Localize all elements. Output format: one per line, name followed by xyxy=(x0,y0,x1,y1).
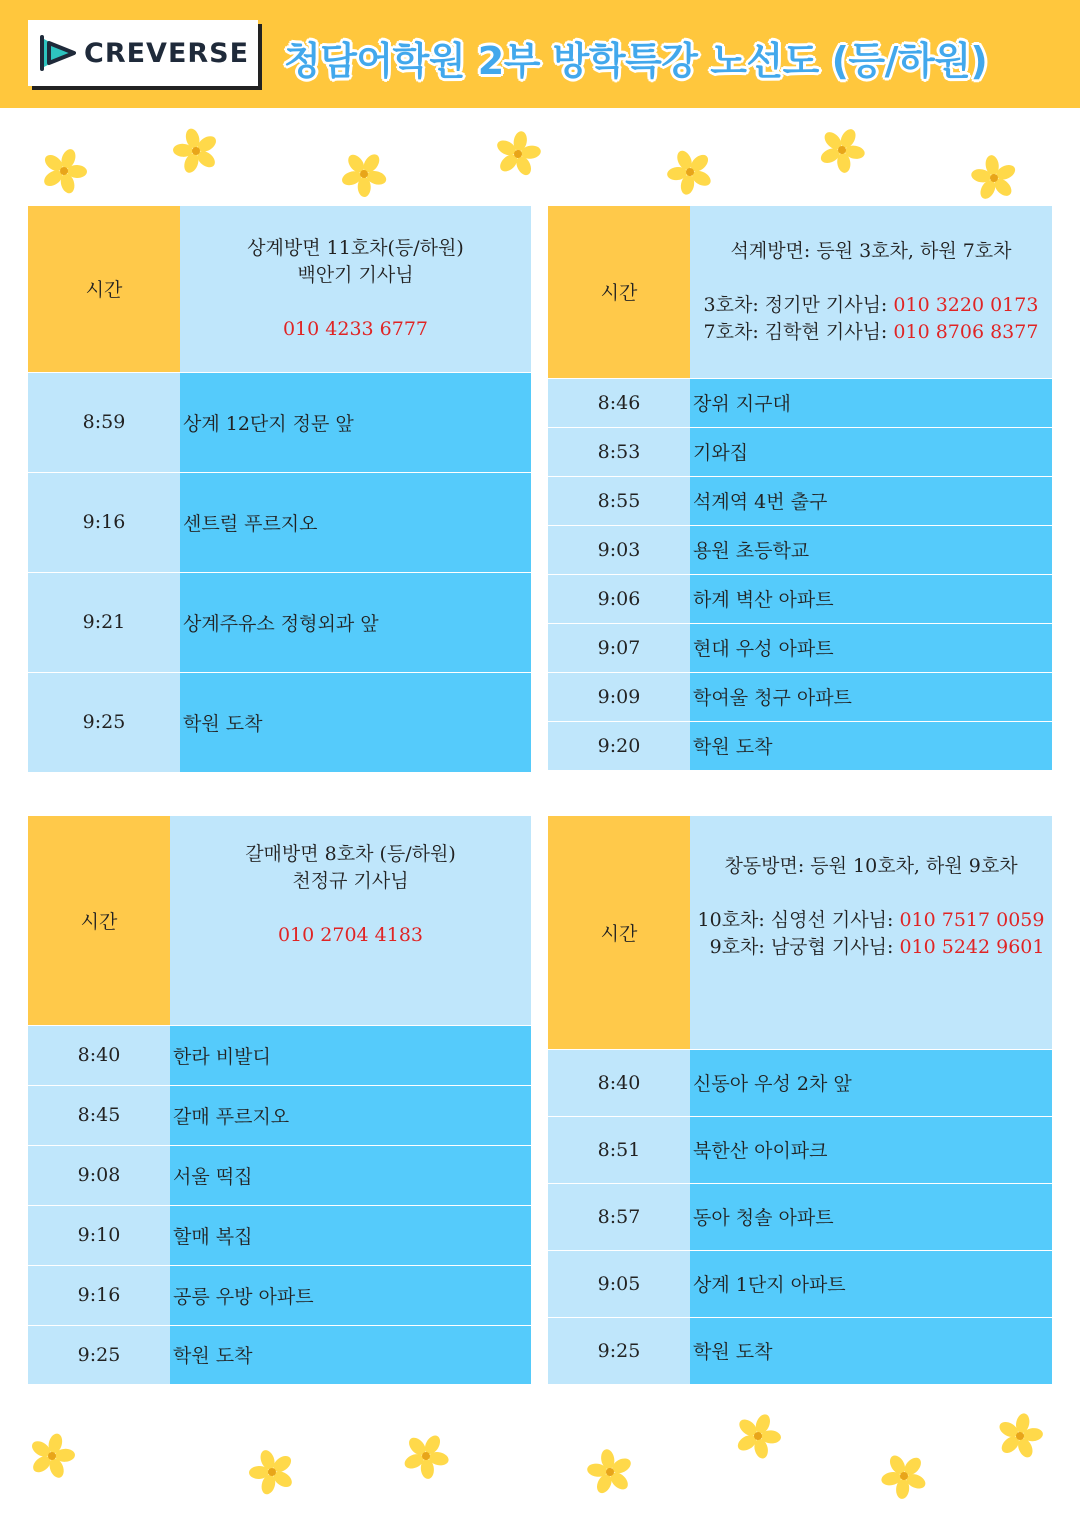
stop-time: 9:06 xyxy=(548,574,690,623)
stop-name: 갈매 푸르지오 xyxy=(170,1085,531,1145)
driver-phone: 010 3220 0173 xyxy=(893,293,1039,316)
stop-name: 학원 도착 xyxy=(690,1317,1052,1384)
stop-name: 한라 비발디 xyxy=(170,1025,531,1085)
flower-icon xyxy=(580,1442,640,1502)
logo-text: CREVERSE xyxy=(84,37,250,69)
stop-time: 9:10 xyxy=(28,1205,170,1265)
route-table-seokgye xyxy=(548,206,1052,771)
stop-time: 9:20 xyxy=(548,721,690,770)
stop-name: 학원 도착 xyxy=(180,672,531,772)
table-row xyxy=(28,372,531,472)
driver-name: 백안기 기사님 xyxy=(297,263,414,286)
driver-label: 3호차: 정기만 기사님: xyxy=(703,293,888,316)
table-row xyxy=(548,574,1052,623)
driver-phone: 010 7517 0059 xyxy=(899,909,1045,932)
table-row xyxy=(548,525,1052,574)
driver-label: 10호차: 심영선 기사님: xyxy=(697,909,894,932)
stop-time: 8:55 xyxy=(548,476,690,525)
driver-phone: 010 5242 9601 xyxy=(899,936,1045,959)
route-name: 상계방면 11호차(등/하원) xyxy=(247,236,464,259)
stop-name: 신동아 우성 2차 앞 xyxy=(690,1049,1052,1116)
table-row xyxy=(28,1145,531,1205)
stop-time: 8:46 xyxy=(548,378,690,427)
stop-name: 상계주유소 정형외과 앞 xyxy=(180,572,531,672)
time-header: 시간 xyxy=(28,816,170,1025)
table-row xyxy=(28,572,531,672)
stop-time: 9:03 xyxy=(548,525,690,574)
stop-name: 센트럴 푸르지오 xyxy=(180,472,531,572)
table-row xyxy=(28,672,531,772)
route-info xyxy=(180,206,531,372)
stop-time: 9:25 xyxy=(28,672,180,772)
stop-time: 8:57 xyxy=(548,1183,690,1250)
driver-name: 천정규 기사님 xyxy=(292,870,409,893)
stop-time: 9:21 xyxy=(28,572,180,672)
table-row xyxy=(548,623,1052,672)
stop-name: 상계 12단지 정문 앞 xyxy=(180,372,531,472)
creverse-logo-icon xyxy=(40,33,76,73)
table-row xyxy=(28,1025,531,1085)
flower-icon xyxy=(239,1439,306,1506)
stop-time: 9:05 xyxy=(548,1250,690,1317)
driver-phone: 010 4233 6777 xyxy=(282,317,429,340)
route-name: 창동방면: 등원 10호차, 하원 9호차 xyxy=(724,855,1018,878)
table-row xyxy=(548,427,1052,476)
time-header: 시간 xyxy=(28,206,180,372)
table-row xyxy=(548,721,1052,770)
table-row xyxy=(28,1265,531,1325)
flower-icon xyxy=(655,137,724,206)
stop-name: 학원 도착 xyxy=(690,721,1052,770)
page-title: 청담어학원 2부 방학특강 노선도 (등/하원) xyxy=(284,39,988,83)
table-row xyxy=(548,1250,1052,1317)
table-row xyxy=(548,1049,1052,1116)
stop-name: 학원 도착 xyxy=(170,1325,531,1384)
stop-name: 할매 복집 xyxy=(170,1205,531,1265)
stop-time: 8:53 xyxy=(548,427,690,476)
flower-icon xyxy=(965,149,1024,208)
stop-time: 9:09 xyxy=(548,672,690,721)
table-row xyxy=(28,472,531,572)
flower-icon xyxy=(31,138,98,205)
table-row xyxy=(548,672,1052,721)
table-row xyxy=(548,378,1052,427)
stop-time: 8:51 xyxy=(548,1116,690,1183)
route-name: 석계방면: 등원 3호차, 하원 7호차 xyxy=(730,239,1012,262)
stop-name: 공릉 우방 아파트 xyxy=(170,1265,531,1325)
stop-name: 석계역 4번 출구 xyxy=(690,476,1052,525)
table-row xyxy=(548,476,1052,525)
stop-time: 8:40 xyxy=(28,1025,170,1085)
table-row xyxy=(548,1183,1052,1250)
flower-icon xyxy=(164,119,228,183)
time-header: 시간 xyxy=(548,816,690,1049)
driver-phone: 010 2704 4183 xyxy=(277,924,424,947)
flower-icon xyxy=(390,1420,461,1491)
stop-time: 9:25 xyxy=(548,1317,690,1384)
flower-icon xyxy=(807,115,877,185)
flower-icon xyxy=(724,1402,792,1470)
route-table-galmae xyxy=(28,816,531,1385)
time-header: 시간 xyxy=(548,206,690,378)
table-row xyxy=(548,1116,1052,1183)
route-table-sanggye xyxy=(28,206,531,773)
route-table-changdong xyxy=(548,816,1052,1385)
driver-label: 7호차: 김학현 기사님: xyxy=(703,320,888,343)
stop-name: 하계 벽산 아파트 xyxy=(690,574,1052,623)
table-row xyxy=(28,1085,531,1145)
stop-time: 8:45 xyxy=(28,1085,170,1145)
stop-time: 8:40 xyxy=(548,1049,690,1116)
stop-name: 서울 떡집 xyxy=(170,1145,531,1205)
stop-name: 상계 1단지 아파트 xyxy=(690,1250,1052,1317)
stop-time: 9:07 xyxy=(548,623,690,672)
stop-name: 장위 지구대 xyxy=(690,378,1052,427)
stop-time: 9:16 xyxy=(28,472,180,572)
stop-name: 현대 우성 아파트 xyxy=(690,623,1052,672)
flower-icon xyxy=(989,1405,1051,1467)
table-row xyxy=(28,1325,531,1384)
driver-label: 9호차: 남궁협 기사님: xyxy=(709,936,894,959)
flower-icon xyxy=(488,124,548,184)
stop-name: 기와집 xyxy=(690,427,1052,476)
header-banner xyxy=(0,0,1080,108)
logo xyxy=(28,20,258,86)
stop-name: 용원 초등학교 xyxy=(690,525,1052,574)
stop-time: 9:25 xyxy=(28,1325,170,1384)
driver-phone: 010 8706 8377 xyxy=(893,320,1039,343)
stop-name: 동아 청솔 아파트 xyxy=(690,1183,1052,1250)
table-row xyxy=(548,1317,1052,1384)
stop-name: 북한산 아이파크 xyxy=(690,1116,1052,1183)
stop-name: 학여울 청구 아파트 xyxy=(690,672,1052,721)
route-name: 갈매방면 8호차 (등/하원) xyxy=(245,843,456,866)
route-info xyxy=(690,206,1052,378)
stop-time: 8:59 xyxy=(28,372,180,472)
flower-icon xyxy=(328,138,400,210)
route-info xyxy=(170,816,531,1025)
flower-icon xyxy=(868,1440,939,1511)
table-row xyxy=(28,1205,531,1265)
flower-icon xyxy=(20,1424,84,1488)
stop-time: 9:16 xyxy=(28,1265,170,1325)
route-info xyxy=(690,816,1052,1049)
stop-time: 9:08 xyxy=(28,1145,170,1205)
